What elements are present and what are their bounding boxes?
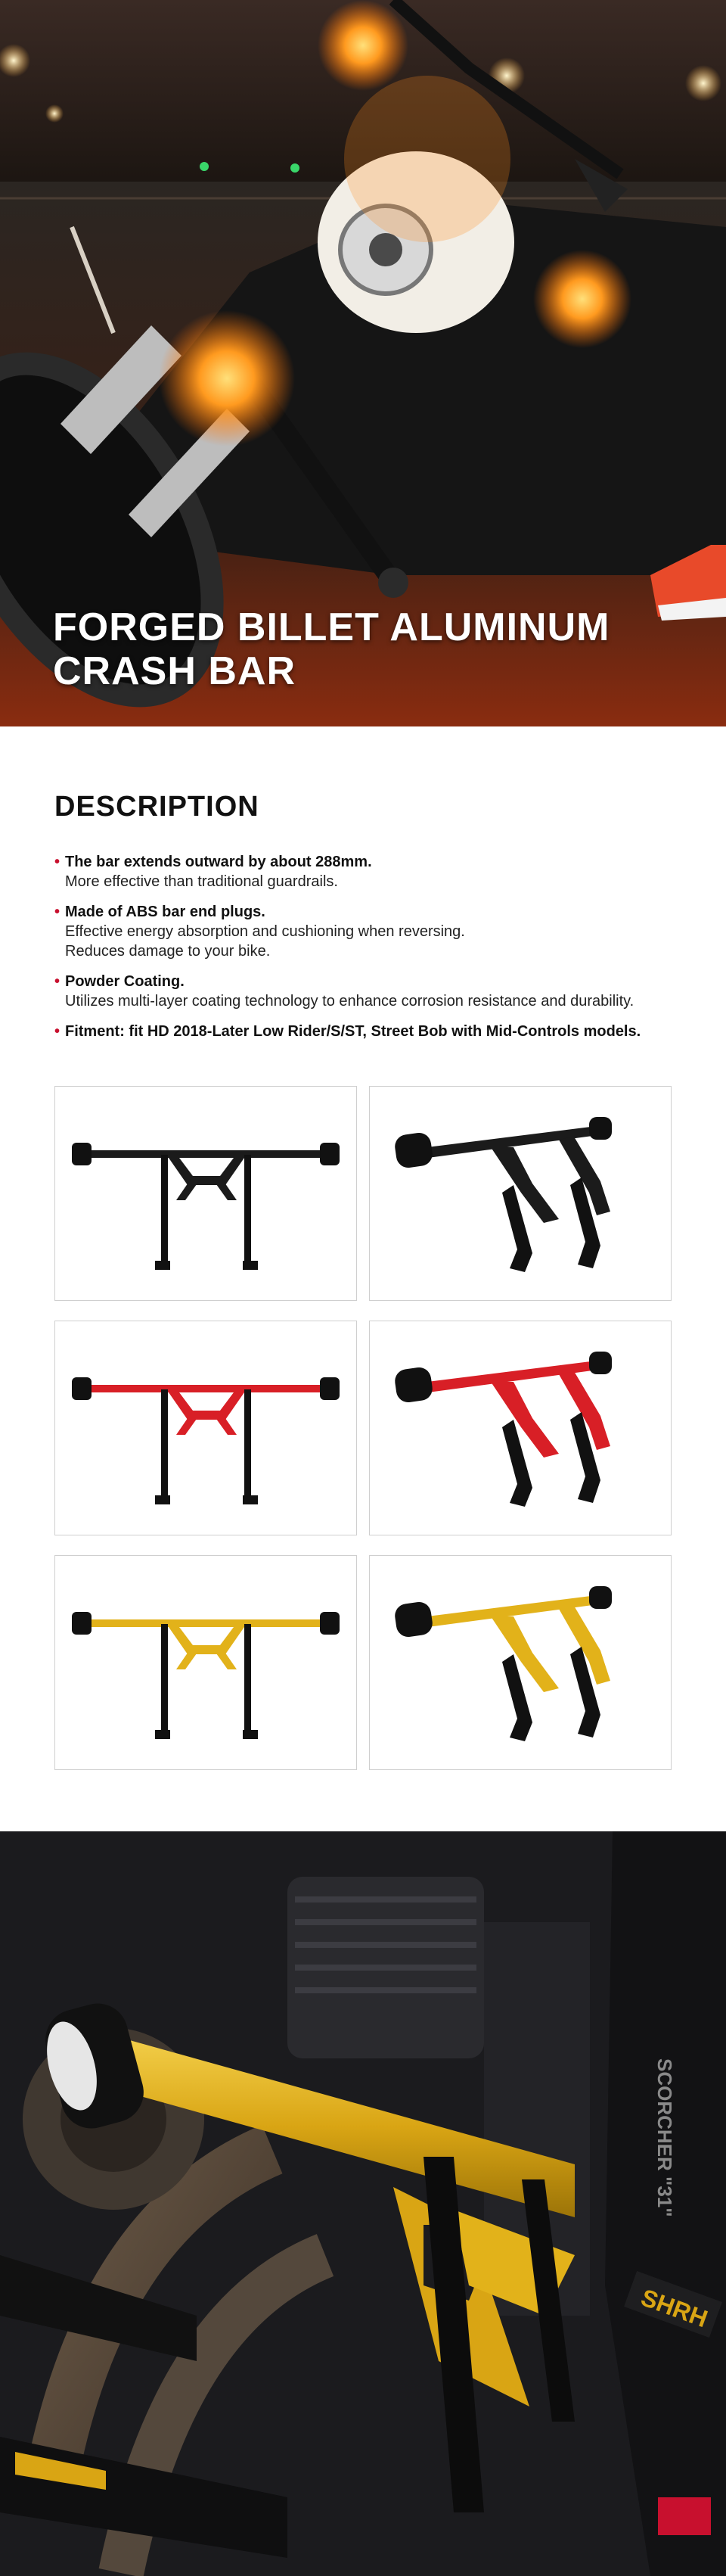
- installed-photo-illustration: [0, 1831, 726, 2576]
- brace-left: [491, 1382, 559, 1458]
- hero-title-line-1: FORGED BILLET ALUMINUM: [53, 605, 610, 649]
- product-image-gold-angle: [369, 1555, 672, 1770]
- product-image-gold-front: [54, 1555, 357, 1770]
- bullet-icon: •: [54, 854, 60, 870]
- product-image-black-front: [54, 1086, 357, 1301]
- bar-end-plug-right: [320, 1143, 340, 1165]
- crash-bar-front-illustration: [55, 1321, 356, 1535]
- mount-foot-right: [243, 1730, 258, 1739]
- mount-foot-right: [243, 1495, 258, 1504]
- mount-bracket-right: [244, 1155, 251, 1268]
- bar-end-plug-left: [72, 1612, 92, 1635]
- feature-heading: Powder Coating.: [65, 973, 185, 990]
- bar-end-plug-right: [589, 1117, 612, 1140]
- mount-bracket-right: [244, 1624, 251, 1738]
- mount-foot-left: [155, 1730, 170, 1739]
- description-section: [54, 791, 682, 1052]
- bar-end-plug-left: [72, 1143, 92, 1165]
- bar-end-plug-right: [320, 1377, 340, 1400]
- mount-bracket-left: [161, 1155, 168, 1268]
- crash-bar-angle-illustration: [370, 1087, 671, 1300]
- feature-detail: Reduces damage to your bike.: [65, 943, 271, 960]
- crossbar: [87, 1385, 324, 1392]
- feature-item: [54, 1022, 682, 1041]
- feature-item: [54, 902, 682, 961]
- bullet-icon: •: [54, 973, 60, 990]
- x-brace: [169, 1158, 244, 1185]
- feature-heading: Fitment: fit HD 2018-Later Low Rider/S/ST, Street Bob with Mid-Controls models.: [65, 1023, 641, 1040]
- bar-end-plug-right: [320, 1612, 340, 1635]
- product-image-red-angle: [369, 1321, 672, 1535]
- hero-title-line-2: CRASH BAR: [53, 649, 296, 693]
- mount-foot-left: [155, 1261, 170, 1270]
- bar-end-plug-left: [72, 1377, 92, 1400]
- installed-product-photo: [0, 1831, 726, 2576]
- crossbar: [87, 1150, 324, 1158]
- description-heading: DESCRIPTION: [54, 791, 259, 823]
- hero-banner: [0, 0, 726, 726]
- crash-bar-angle-illustration: [370, 1556, 671, 1769]
- product-image-black-angle: [369, 1086, 672, 1301]
- feature-detail: Effective energy absorption and cushioning when reversing.: [65, 923, 465, 940]
- hero-title: [53, 605, 610, 693]
- bar-end-plug-left: [393, 1131, 434, 1169]
- tire-text: SCORCHER "31": [653, 2058, 676, 2217]
- crash-bar-front-illustration: [55, 1556, 356, 1769]
- crossbar: [87, 1619, 324, 1627]
- brand-text: SHRH: [638, 2283, 712, 2333]
- bar-end-plug-right: [589, 1586, 612, 1609]
- brace-left: [491, 1616, 559, 1692]
- crash-bar-angle-illustration: [370, 1321, 671, 1535]
- feature-heading: Made of ABS bar end plugs.: [65, 904, 265, 920]
- bar-end-plug-left: [393, 1366, 434, 1404]
- feature-detail: More effective than traditional guardrails.: [65, 873, 338, 890]
- bullet-icon: •: [54, 1023, 60, 1040]
- crash-bar-front-illustration: [55, 1087, 356, 1300]
- mount-bracket-right: [244, 1389, 251, 1503]
- mount-foot-right: [243, 1261, 258, 1270]
- x-brace: [169, 1392, 244, 1420]
- mount-bracket-left: [161, 1389, 168, 1503]
- feature-detail: Utilizes multi-layer coating technology to enhance corrosion resistance and durability.: [65, 993, 634, 1010]
- mount-bracket-left: [161, 1624, 168, 1738]
- feature-item: [54, 972, 682, 1011]
- mount-foot-left: [155, 1495, 170, 1504]
- feature-heading: The bar extends outward by about 288mm.: [65, 854, 372, 870]
- bar-end-plug-left: [393, 1601, 434, 1638]
- bar-end-plug-right: [589, 1352, 612, 1374]
- feature-item: [54, 852, 682, 891]
- brace-left: [491, 1147, 559, 1223]
- x-brace: [169, 1627, 244, 1654]
- product-image-red-front: [54, 1321, 357, 1535]
- bullet-icon: •: [54, 904, 60, 920]
